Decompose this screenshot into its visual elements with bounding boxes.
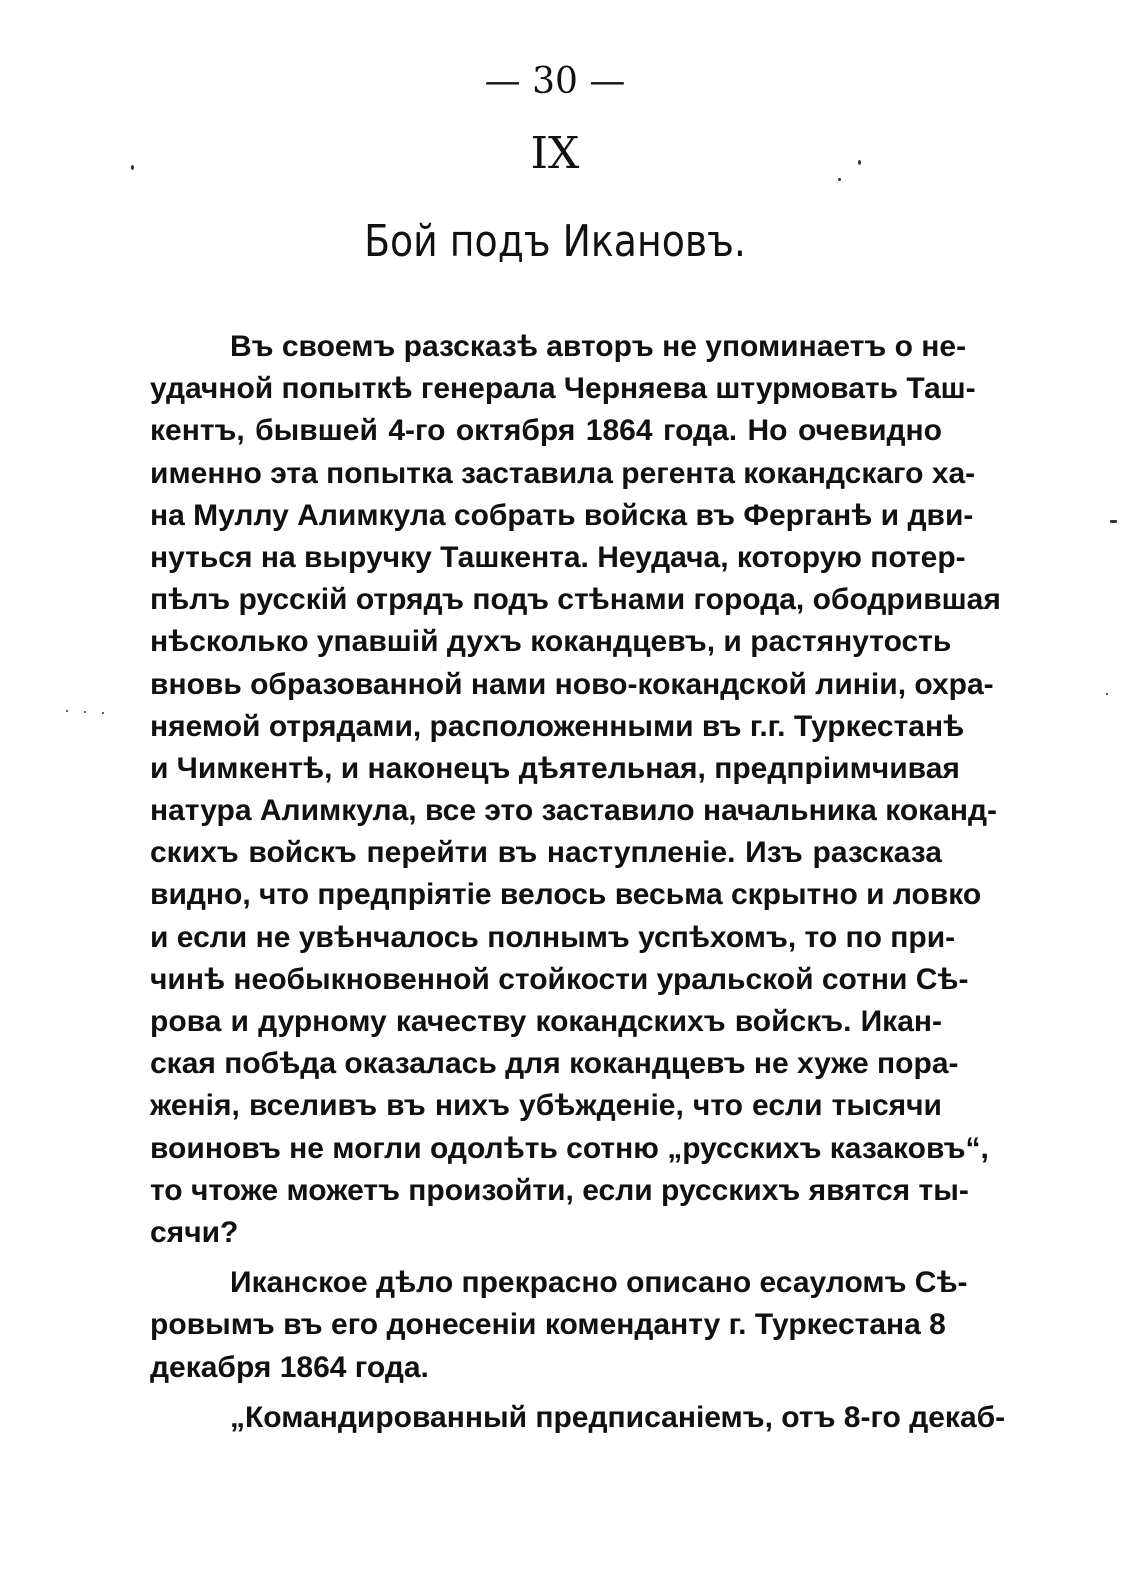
text-line: нуться на выручку Ташкента. Неудача, которую потер-	[150, 540, 966, 574]
scan-speck	[1110, 520, 1117, 523]
text-line: воиновъ не могли одолѣть сотню „русскихъ казаковъ“,	[150, 1131, 989, 1165]
scan-speck	[84, 711, 86, 713]
text-line: вновь образованной нами ново-кокандской линіи, охра-	[150, 667, 994, 701]
text-line: няемой отрядами, расположенными въ г.г. Туркестанѣ	[150, 709, 965, 743]
paragraph-2	[150, 1262, 968, 1389]
page-number: — 30 —	[484, 61, 626, 102]
scan-speck	[131, 165, 134, 170]
scan-speck	[858, 160, 861, 165]
paragraph-3	[150, 1397, 1006, 1439]
text-line: и если не увѣнчалось полнымъ успѣхомъ, то по при-	[150, 920, 956, 954]
text-line: удачной попыткѣ генерала Черняева штурмовать Таш-	[150, 372, 976, 406]
text-line: ровымъ въ его донесеніи коменданту г. Туркестана 8	[150, 1308, 946, 1342]
scan-speck	[102, 712, 104, 714]
text-line: именно эта попытка заставила регента кокандскаго ха-	[150, 456, 976, 490]
text-line: женія, вселивъ въ нихъ убѣжденіе, что если тысячи	[150, 1089, 942, 1123]
scan-speck	[838, 178, 841, 181]
text-line: нѣсколько упавшій духъ кокандцевъ, и растянутость	[150, 625, 952, 659]
text-line: то чтоже можетъ произойти, если русскихъ явятся ты-	[150, 1173, 969, 1207]
chapter-title: Бой подъ Икановъ.	[364, 216, 746, 267]
paragraph-gap	[150, 1389, 942, 1397]
text-line: видно, что предпріятіе велось весьма скрытно и ловко	[150, 878, 982, 912]
body-text	[150, 326, 1006, 1439]
text-line: Въ своемъ разсказѣ авторъ не упоминаетъ о не-	[230, 330, 967, 363]
text-line: на Муллу Алимкула собрать войска въ Ферганѣ и дви-	[150, 498, 974, 532]
text-line: кентъ, бывшей 4-го октября 1864 года. Но очевидно	[150, 414, 942, 448]
text-line: Иканское дѣло прекрасно описано есауломъ Сѣ-	[230, 1266, 968, 1300]
paragraph-gap	[150, 1254, 942, 1262]
text-line: рова и дурному качеству кокандскихъ войскъ. Икан-	[150, 1005, 942, 1038]
scan-speck	[1106, 693, 1108, 695]
text-line: сячи?	[150, 1215, 239, 1249]
text-line: ская побѣда оказалась для кокандцевъ не хуже пора-	[150, 1047, 959, 1081]
chapter-number: IX	[530, 128, 580, 179]
text-line: натура Алимкула, все это заставило начальника коканд-	[150, 794, 998, 828]
text-line: „Командированный предписаніемъ, отъ 8-го декаб-	[230, 1400, 1006, 1434]
text-line: декабря 1864 года.	[150, 1350, 429, 1384]
paragraph-1	[150, 326, 1001, 1254]
text-line: и Чимкентѣ, и наконецъ дѣятельная, предпріимчивая	[150, 751, 960, 785]
text-line: скихъ войскъ перейти въ наступленіе. Изъ разсказа	[150, 836, 942, 870]
text-line: пѣлъ русскій отрядъ подъ стѣнами города, ободрившая	[150, 583, 1001, 617]
scan-speck	[66, 710, 68, 712]
text-line: чинѣ необыкновенной стойкости уральской сотни Сѣ-	[150, 962, 969, 996]
